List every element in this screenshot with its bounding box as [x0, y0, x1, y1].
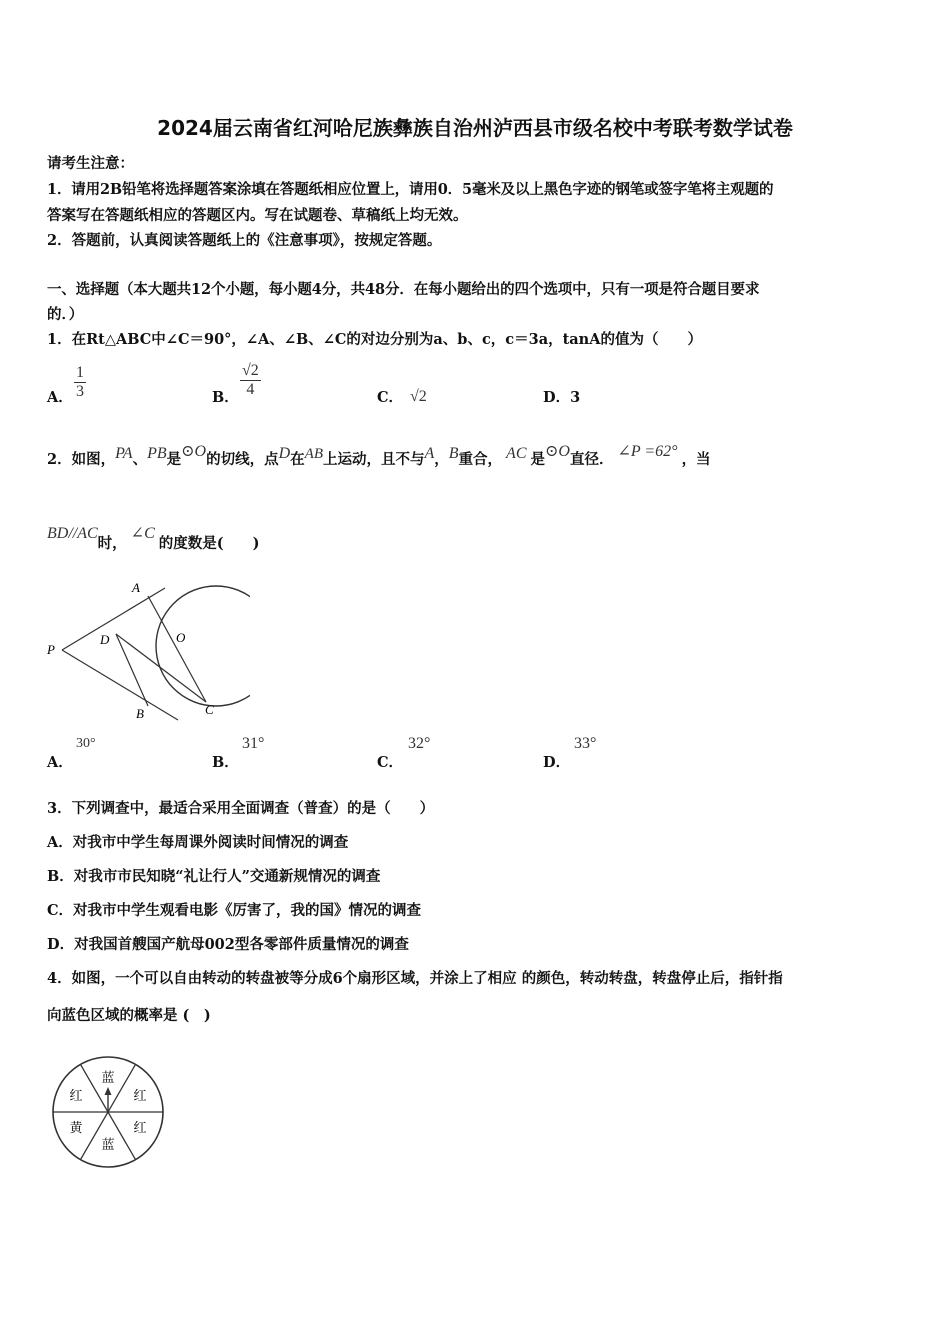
section-heading-line-2: 的．）	[47, 306, 84, 323]
question-1-stem: 1．在Rt△ABC中∠C＝90°，∠A、∠B、∠C的对边分别为a、b、c，c＝3a，tanA的值为（ ）	[47, 331, 702, 348]
q1-a-denominator: 3	[76, 383, 84, 400]
notice-heading: 请考生注意：	[47, 155, 134, 172]
q2-option-d-value: 33°	[574, 735, 597, 752]
q1-option-a-fraction	[74, 364, 86, 401]
q2-math-circle-o-2: ⊙O	[545, 443, 570, 460]
q2-text-7: ，	[434, 451, 449, 468]
q2-math-angle-c: ∠C	[130, 525, 155, 542]
q1-option-c-value: √2	[410, 388, 427, 405]
q2-text-1: 2．如图，	[47, 451, 116, 468]
q2-text-13: 的度数是( )	[158, 535, 260, 552]
q2-text-3: 是	[166, 451, 182, 468]
section-heading-line-1: 一、选择题（本大题共12个小题，每小题4分，共48分．在每小题给出的四个选项中，只有一项是符合题目要求	[47, 281, 760, 298]
chord-dc	[116, 634, 206, 702]
question-3-stem: 3．下列调查中，最适合采用全面调查（普查）的是（ ）	[47, 800, 435, 817]
q2-math-a: A	[424, 445, 435, 462]
q2-math-arc-ab: AB	[304, 446, 323, 462]
tangent-pa	[62, 588, 165, 650]
sector-bottom: 蓝	[101, 1137, 115, 1152]
q2-math-circle-o: ⊙O	[181, 443, 207, 460]
q2-math-d: D	[278, 445, 291, 462]
q2-math-pb: PB	[147, 445, 167, 462]
q2-option-a-value: 30°	[76, 736, 96, 751]
q1-option-c-label: C．	[377, 389, 404, 406]
q3-option-a: A．对我市中学生每周课外阅读时间情况的调查	[47, 834, 349, 851]
notice-item-1-line-1: 1．请用2B铅笔将选择题答案涂填在答题纸相应位置上，请用0．5毫米及以上黑色字迹的钢笔或签字笔将主观题的	[47, 181, 774, 198]
q3-option-c: C．对我市中学生观看电影《厉害了，我的国》情况的调查	[47, 902, 422, 919]
tangent-pb	[62, 650, 178, 720]
q2-option-c-label: C．	[377, 754, 404, 771]
label-a: A	[132, 580, 140, 595]
pointer-arrow-icon	[105, 1087, 112, 1095]
q2-math-pa: PA	[115, 445, 133, 462]
q2-text-10: 直径．	[569, 451, 614, 468]
q2-text-2: 、	[132, 451, 148, 468]
q3-option-b: B．对我市市民知晓“礼让行人”交通新规情况的调查	[47, 868, 381, 885]
q1-option-b-fraction	[240, 362, 261, 399]
sector-bottom-right: 红	[133, 1120, 147, 1135]
q1-option-b-label: B．	[212, 389, 239, 406]
q1-b-denominator: 4	[246, 381, 255, 398]
q1-option-d: D．3	[543, 389, 581, 406]
label-b: B	[136, 706, 144, 721]
q2-text-11: ，当	[681, 451, 711, 468]
q2-math-b: B	[448, 445, 459, 462]
q4-spinner-figure	[48, 1054, 172, 1172]
sector-top-right: 红	[133, 1088, 147, 1103]
q2-text-6: 上运动，且不与	[322, 451, 425, 468]
question-2-stem-line-2	[47, 525, 260, 553]
q1-b-numerator: √2	[242, 362, 259, 379]
question-2-stem-line-1	[47, 443, 711, 469]
sector-top-left: 红	[69, 1088, 83, 1103]
q3-option-d: D．对我国首艘国产航母002型各零部件质量情况的调查	[47, 936, 409, 953]
q2-math-ac: AC	[506, 445, 527, 462]
question-4-stem-line-1: 4．如图，一个可以自由转动的转盘被等分成6个扇形区域，并涂上了相应 的颜色，转动转盘，转盘停止后，指针指	[47, 970, 783, 987]
sector-top: 蓝	[101, 1070, 115, 1085]
q2-text-8: 重合，	[458, 451, 503, 468]
q2-text-9: 是	[530, 451, 545, 468]
notice-item-1-line-2: 答案写在答题纸相应的答题区内。写在试题卷、草稿纸上均无效。	[47, 207, 468, 224]
q2-text-4: 的切线，点	[206, 451, 279, 468]
q2-option-c-value: 32°	[408, 735, 431, 752]
q2-option-b-label: B．	[212, 754, 239, 771]
q2-math-angle-p: ∠P =62°	[617, 443, 678, 460]
chord-db	[116, 634, 148, 706]
question-4-stem-line-2: 向蓝色区域的概率是 ( )	[47, 1007, 211, 1024]
q1-option-a-label: A．	[47, 389, 73, 406]
circle-o	[156, 586, 250, 706]
q1-a-numerator: 1	[76, 364, 84, 381]
page-title: 2024届云南省红河哈尼族彝族自治州泸西县市级名校中考联考数学试卷	[157, 116, 793, 140]
label-p: P	[47, 642, 55, 657]
q2-geometry-figure	[40, 572, 250, 722]
q2-text-5: 在	[290, 451, 305, 468]
q2-option-d-label: D．	[543, 754, 571, 771]
sector-bottom-left: 黄	[69, 1120, 83, 1135]
label-c: C	[205, 702, 214, 717]
q2-option-a-label: A．	[47, 754, 73, 771]
label-d: D	[100, 632, 110, 647]
q2-text-12: 时，	[97, 535, 127, 552]
label-o: O	[176, 630, 186, 645]
notice-item-2: 2．答题前，认真阅读答题纸上的《注意事项》，按规定答题。	[47, 232, 442, 249]
q2-option-b-value: 31°	[242, 735, 265, 752]
q2-math-bd-parallel-ac: BD//AC	[47, 525, 98, 542]
